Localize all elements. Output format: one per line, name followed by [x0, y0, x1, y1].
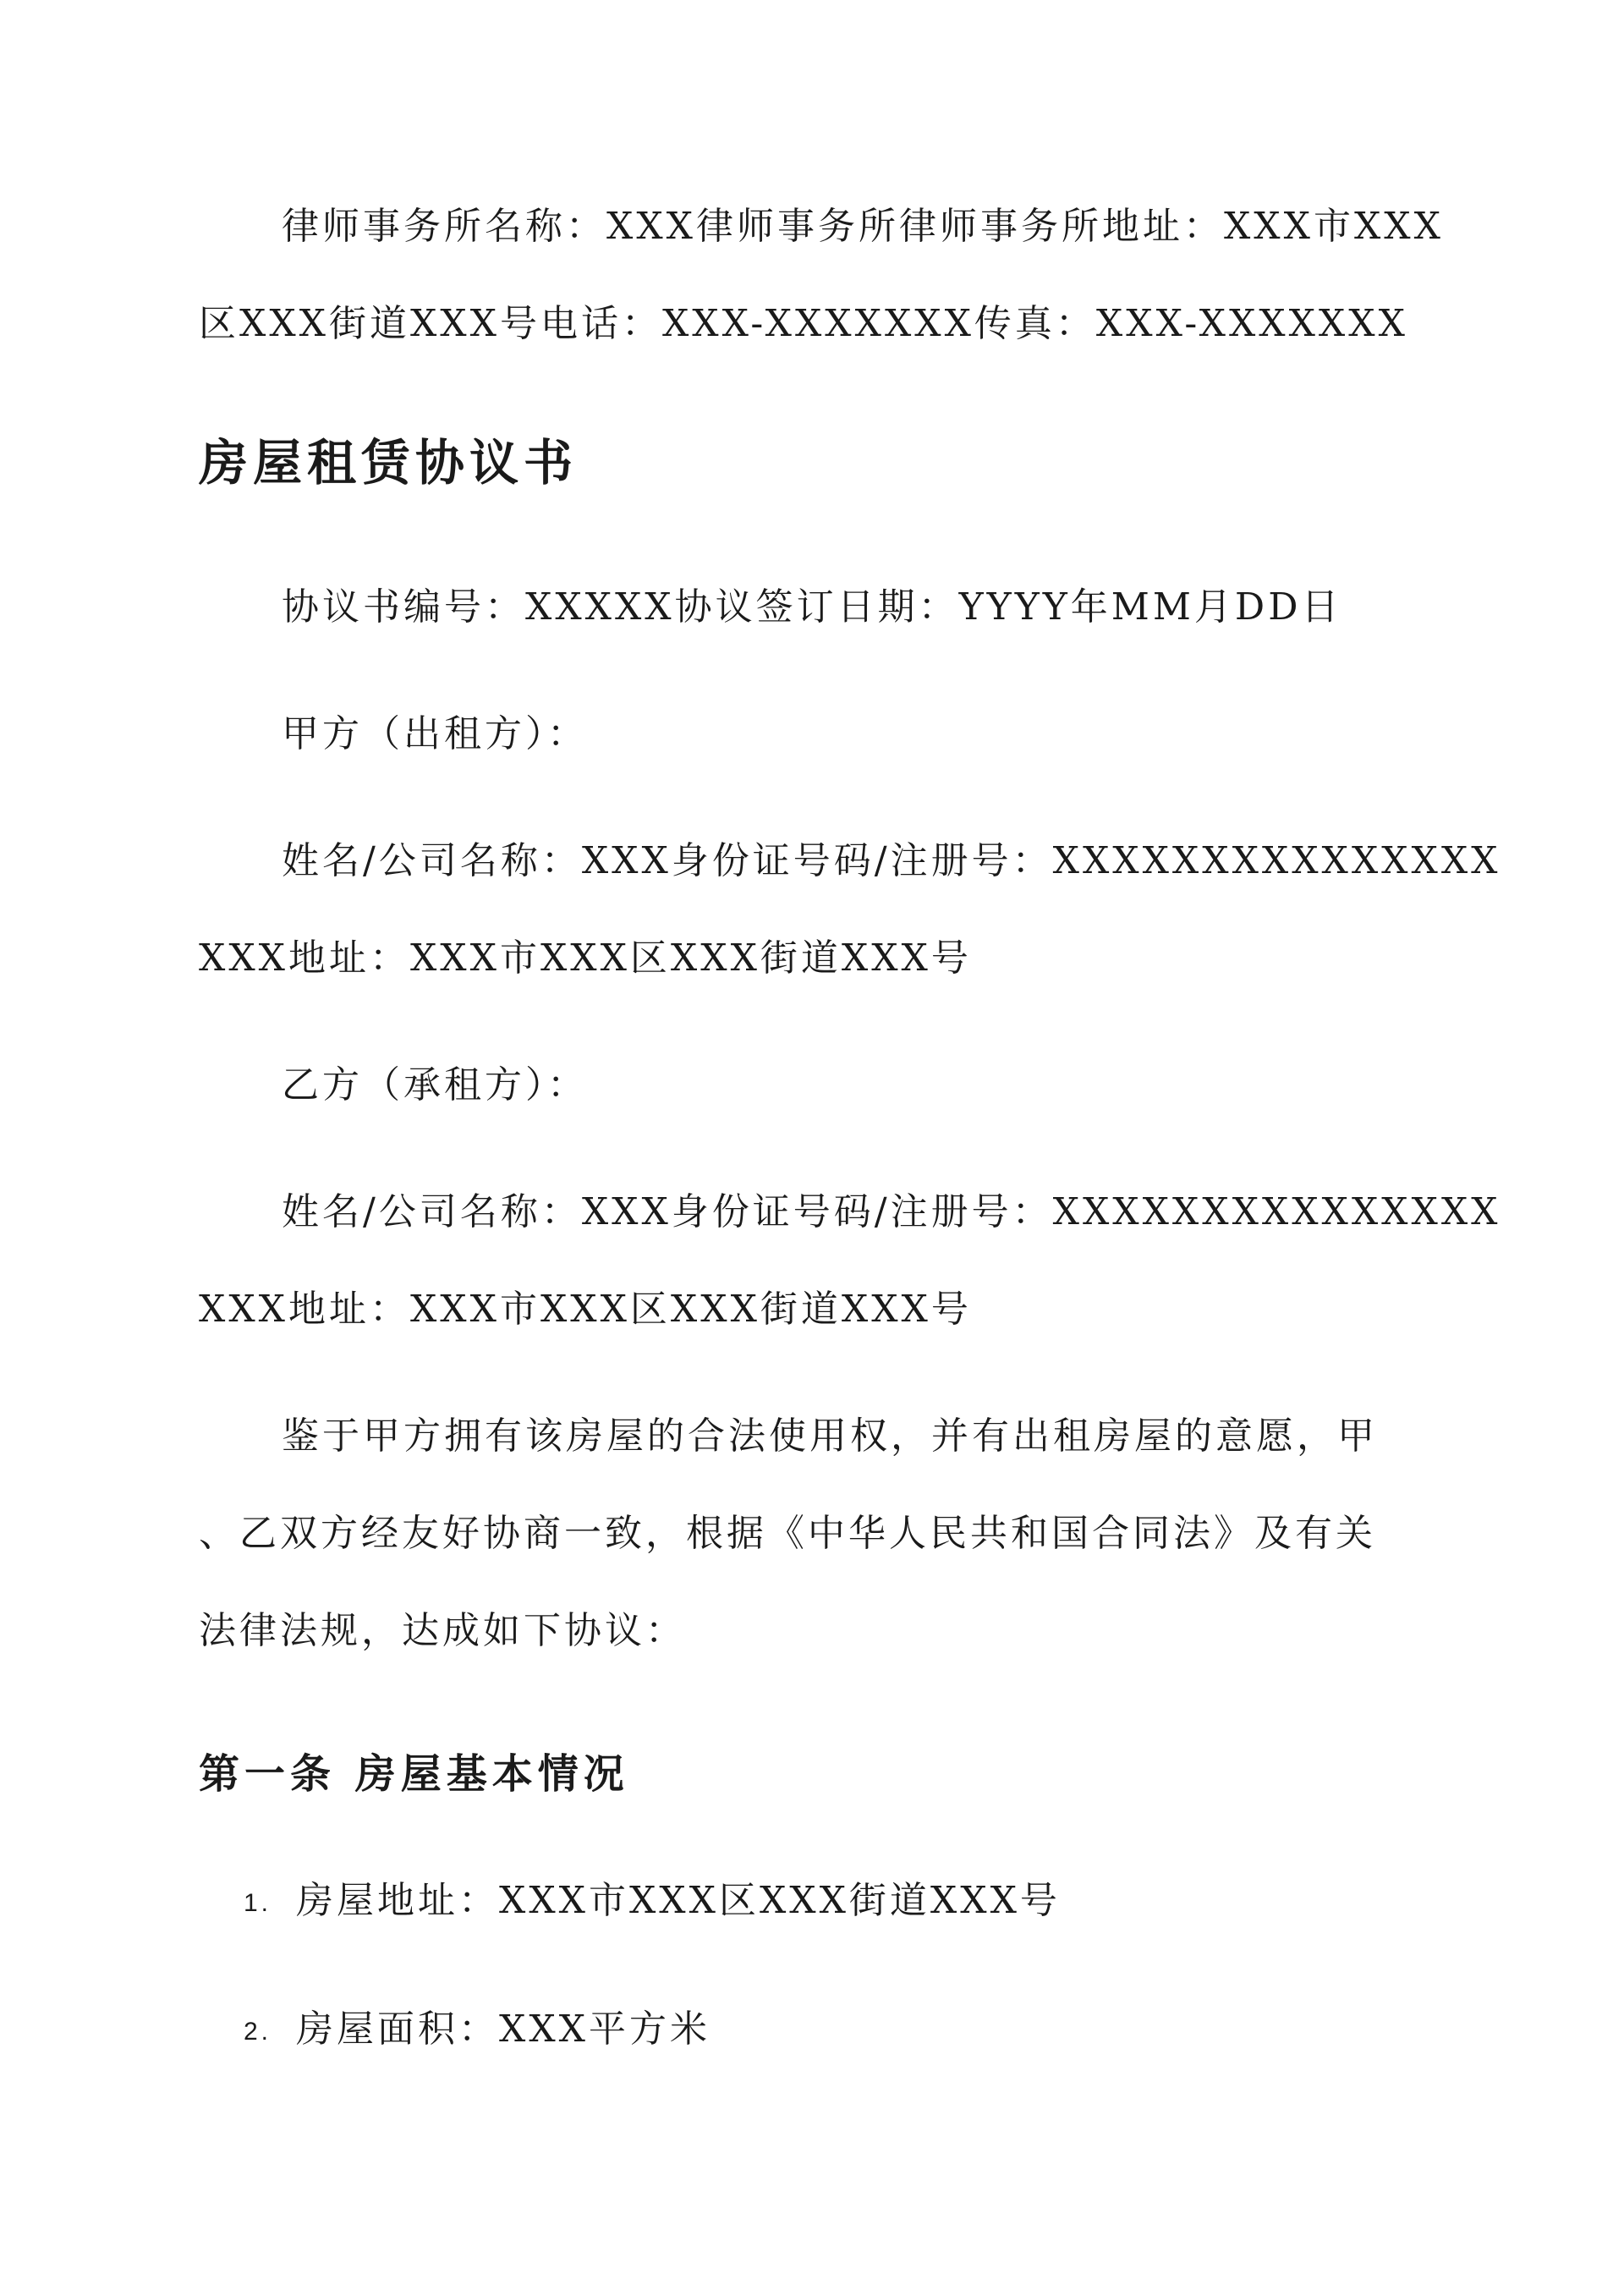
list-item-number: 1. — [244, 1888, 272, 1917]
party-a-heading-text: 甲方（出租方）： — [282, 712, 588, 755]
agreement-info-line: 协议书编号：XXXXX协议签订日期：YYYY年MM月DD日 — [282, 585, 1342, 629]
list-item-text: 房屋面积：XXX平方米 — [296, 2008, 710, 2051]
party-a-line-2: XXX地址：XXX市XXX区XXX街道XXX号 — [199, 937, 972, 980]
party-b-line-2: XXX地址：XXX市XXX区XXX街道XXX号 — [199, 1288, 972, 1331]
preamble-line-2: 、乙双方经友好协商一致，根据《中华人民共和国合同法》及有关 — [199, 1512, 1376, 1555]
party-a-details — [199, 812, 1501, 1007]
party-b-details — [199, 1163, 1501, 1358]
party-a-heading — [199, 685, 1425, 783]
party-b-heading — [199, 1036, 1425, 1134]
agreement-info — [199, 558, 1425, 656]
section-1-title: 第一条 房屋基本情况 — [199, 1750, 629, 1798]
preamble — [199, 1387, 1425, 1679]
preamble-line-3: 法律法规，达成如下协议： — [199, 1609, 686, 1652]
preamble-line-1: 鉴于甲方拥有该房屋的合法使用权，并有出租房屋的意愿，甲 — [282, 1414, 1378, 1458]
list-item-number: 2. — [244, 2017, 272, 2046]
list-item — [244, 1870, 1061, 1924]
law-firm-info — [199, 178, 1444, 372]
law-firm-line-2: 区XXX街道XXX号电话：XXX-XXXXXXX传真：XXX-XXXXXXX — [199, 302, 1408, 345]
list-item-text: 房屋地址：XXX市XXX区XXX街道XXX号 — [296, 1879, 1061, 1922]
law-firm-line-1: 律师事务所名称：XXX律师事务所律师事务所地址：XXX市XXX — [282, 205, 1444, 248]
party-b-line-1: 姓名/公司名称：XXX身份证号码/注册号：XXXXXXXXXXXXXXX — [282, 1190, 1501, 1233]
party-b-heading-text: 乙方（承租方）： — [282, 1063, 588, 1107]
list-item — [244, 1998, 710, 2052]
party-a-line-1: 姓名/公司名称：XXX身份证号码/注册号：XXXXXXXXXXXXXXX — [282, 839, 1501, 882]
document-title: 房屋租赁协议书 — [199, 434, 579, 492]
